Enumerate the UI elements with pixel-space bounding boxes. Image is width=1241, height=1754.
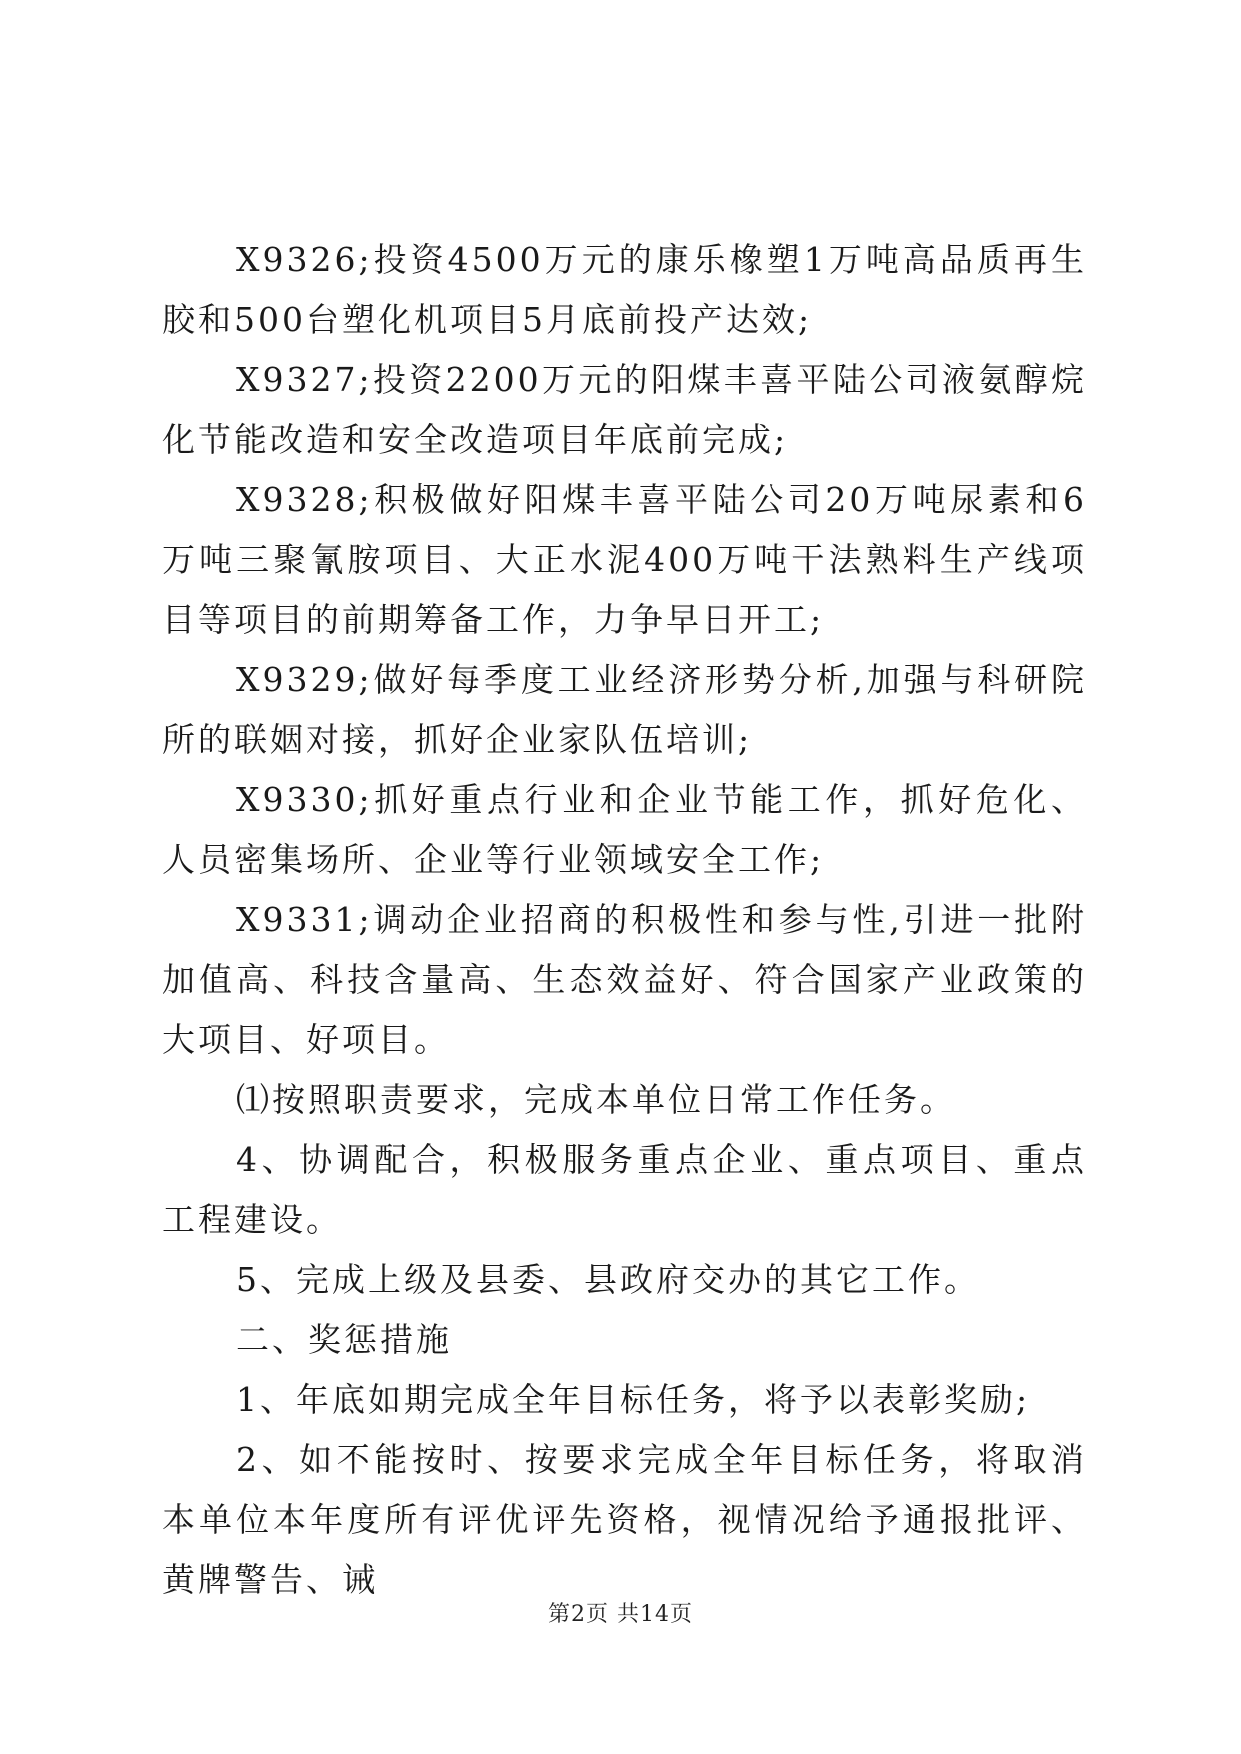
paragraph-item-4: 4、协调配合，积极服务重点企业、重点项目、重点工程建设。 xyxy=(162,1140,1087,1239)
paragraph-x9329: X9329;做好每季度工业经济形势分析,加强与科研院所的联姻对接，抓好企业家队伍培训; xyxy=(162,660,1087,759)
document-body xyxy=(162,230,1087,1610)
section-heading-rewards-penalties: 二、奖惩措施 xyxy=(236,1320,452,1359)
paragraph-x9327: X9327;投资2200万元的阳煤丰喜平陆公司液氨醇烷化节能改造和安全改造项目年底前完成; xyxy=(162,360,1087,459)
paragraph-x9331: X9331;调动企业招商的积极性和参与性,引进一批附加值高、科技含量高、生态效益好、符合国家产业政策的大项目、好项目。 xyxy=(162,900,1087,1059)
paragraph-x9326: X9326;投资4500万元的康乐橡塑1万吨高品质再生胶和500台塑化机项目5月底前投产达效; xyxy=(162,240,1087,339)
paragraph-penalty-2: 2、如不能按时、按要求完成全年目标任务，将取消本单位本年度所有评优评先资格，视情况给予通报批评、黄牌警告、诫 xyxy=(162,1440,1087,1599)
paragraph-reward-1: 1、年底如期完成全年目标任务，将予以表彰奖励; xyxy=(236,1380,1031,1419)
paragraph-x9330: X9330;抓好重点行业和企业节能工作，抓好危化、人员密集场所、企业等行业领域安全工作; xyxy=(162,780,1087,879)
page-number-footer: 第2页 共14页 xyxy=(548,1602,693,1627)
paragraph-daily-tasks: ⑴按照职责要求，完成本单位日常工作任务。 xyxy=(236,1080,956,1119)
paragraph-item-5: 5、完成上级及县委、县政府交办的其它工作。 xyxy=(236,1260,980,1299)
paragraph-x9328: X9328;积极做好阳煤丰喜平陆公司20万吨尿素和6万吨三聚氰胺项目、大正水泥400万吨干法熟料生产线项目等项目的前期筹备工作，力争早日开工; xyxy=(162,480,1087,639)
